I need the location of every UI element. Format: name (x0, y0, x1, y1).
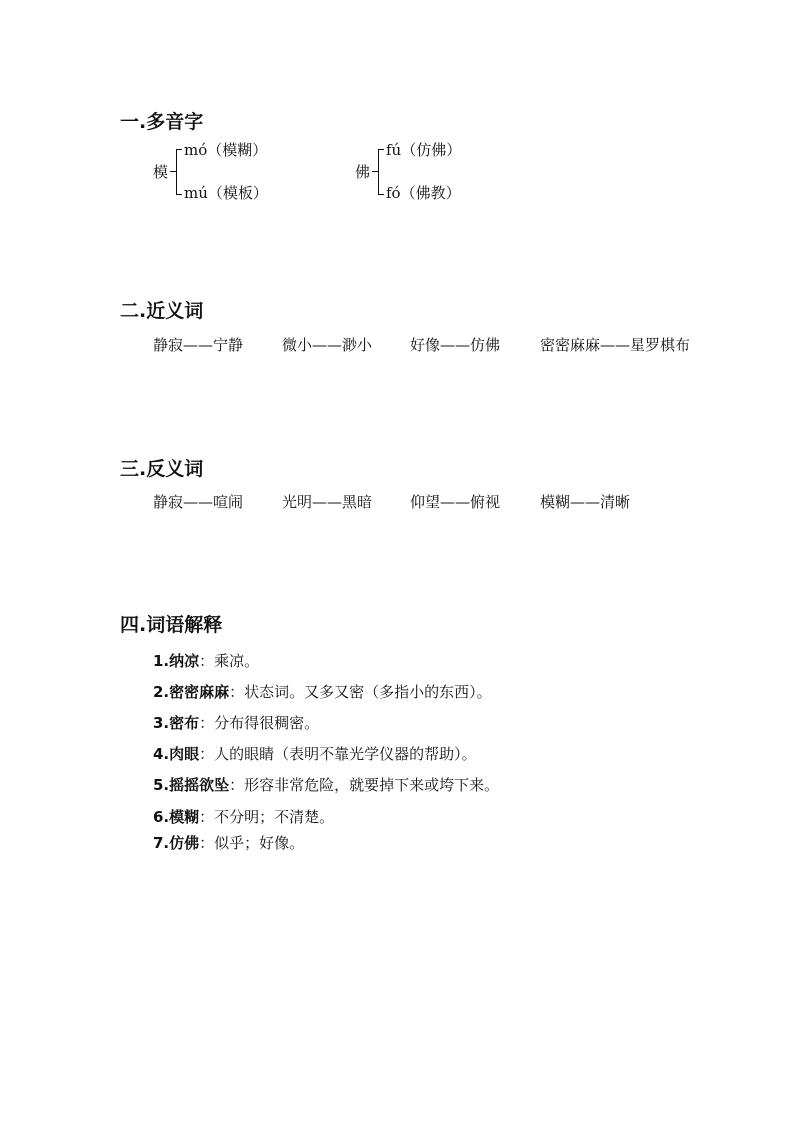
reading-pinyin: fó (386, 184, 401, 202)
section-title-antonyms: 三.反义词 (120, 458, 204, 480)
definition-item (153, 650, 259, 671)
definition-item (153, 832, 304, 853)
polyphonic-char: 佛 (355, 163, 371, 181)
definition-meaning: 似乎；好像。 (214, 834, 305, 852)
synonym-pair: 好像——仿佛 (410, 336, 501, 354)
synonym-pair: 密密麻麻——星罗棋布 (540, 336, 691, 354)
polyphonic-reading (184, 182, 268, 203)
polyphonic-char: 模 (153, 163, 169, 181)
definition-meaning: 乘凉。 (214, 652, 260, 670)
reading-word: （模糊） (207, 141, 268, 159)
reading-pinyin: mú (184, 184, 208, 202)
definition-separator: ： (199, 834, 215, 852)
section-title-definitions: 四.词语解释 (120, 614, 223, 636)
polyphonic-reading (386, 139, 461, 160)
definition-item (153, 712, 319, 733)
definition-number: 4. (153, 745, 170, 763)
polyphonic-reading (184, 139, 267, 160)
definition-separator: ： (199, 714, 215, 732)
brace-bracket (176, 149, 182, 195)
antonym-pair: 模糊——清晰 (540, 493, 631, 511)
synonym-pair: 微小——渺小 (282, 336, 373, 354)
definition-item (153, 774, 499, 795)
definition-number: 3. (153, 714, 170, 732)
reading-word: （模板） (207, 184, 268, 202)
polyphonic-reading (386, 182, 461, 203)
definition-term: 模糊 (169, 808, 200, 826)
definition-separator: ： (199, 745, 215, 763)
antonym-pair: 光明——黑暗 (282, 493, 373, 511)
definition-number: 6. (153, 808, 170, 826)
reading-word: （佛教） (400, 184, 461, 202)
definition-term: 肉眼 (169, 745, 200, 763)
definition-separator: ： (229, 683, 245, 701)
reading-pinyin: fú (386, 141, 402, 159)
definition-separator: ： (199, 808, 215, 826)
definition-separator: ： (229, 776, 245, 794)
definition-meaning: 状态词。又多又密（多指小的东西）。 (244, 683, 492, 701)
definition-number: 1. (153, 652, 170, 670)
definition-number: 7. (153, 834, 170, 852)
definition-meaning: 形容非常危险，就要掉下来或垮下来。 (244, 776, 500, 794)
section-title-polyphonic: 一.多音字 (120, 111, 204, 133)
reading-word: （仿佛） (401, 141, 462, 159)
definition-number: 5. (153, 776, 170, 794)
definition-term: 摇摇欲坠 (169, 776, 230, 794)
definition-term: 密密麻麻 (169, 683, 230, 701)
definition-item (153, 743, 477, 764)
brace-bracket (378, 149, 384, 195)
synonym-pair: 静寂——宁静 (153, 336, 244, 354)
section-title-synonyms: 二.近义词 (120, 300, 204, 322)
antonym-pair: 静寂——喧闹 (153, 493, 244, 511)
definition-number: 2. (153, 683, 170, 701)
definition-separator: ： (199, 652, 215, 670)
definition-meaning: 不分明；不清楚。 (214, 808, 335, 826)
definition-term: 密布 (169, 714, 200, 732)
definition-term: 仿佛 (169, 834, 200, 852)
definition-item (153, 681, 492, 702)
reading-pinyin: mó (184, 141, 208, 159)
definition-item (153, 806, 334, 827)
definition-meaning: 人的眼睛（表明不靠光学仪器的帮助）。 (214, 745, 477, 763)
definition-meaning: 分布得很稠密。 (214, 714, 320, 732)
antonym-pair: 仰望——俯视 (410, 493, 501, 511)
definition-term: 纳凉 (169, 652, 200, 670)
